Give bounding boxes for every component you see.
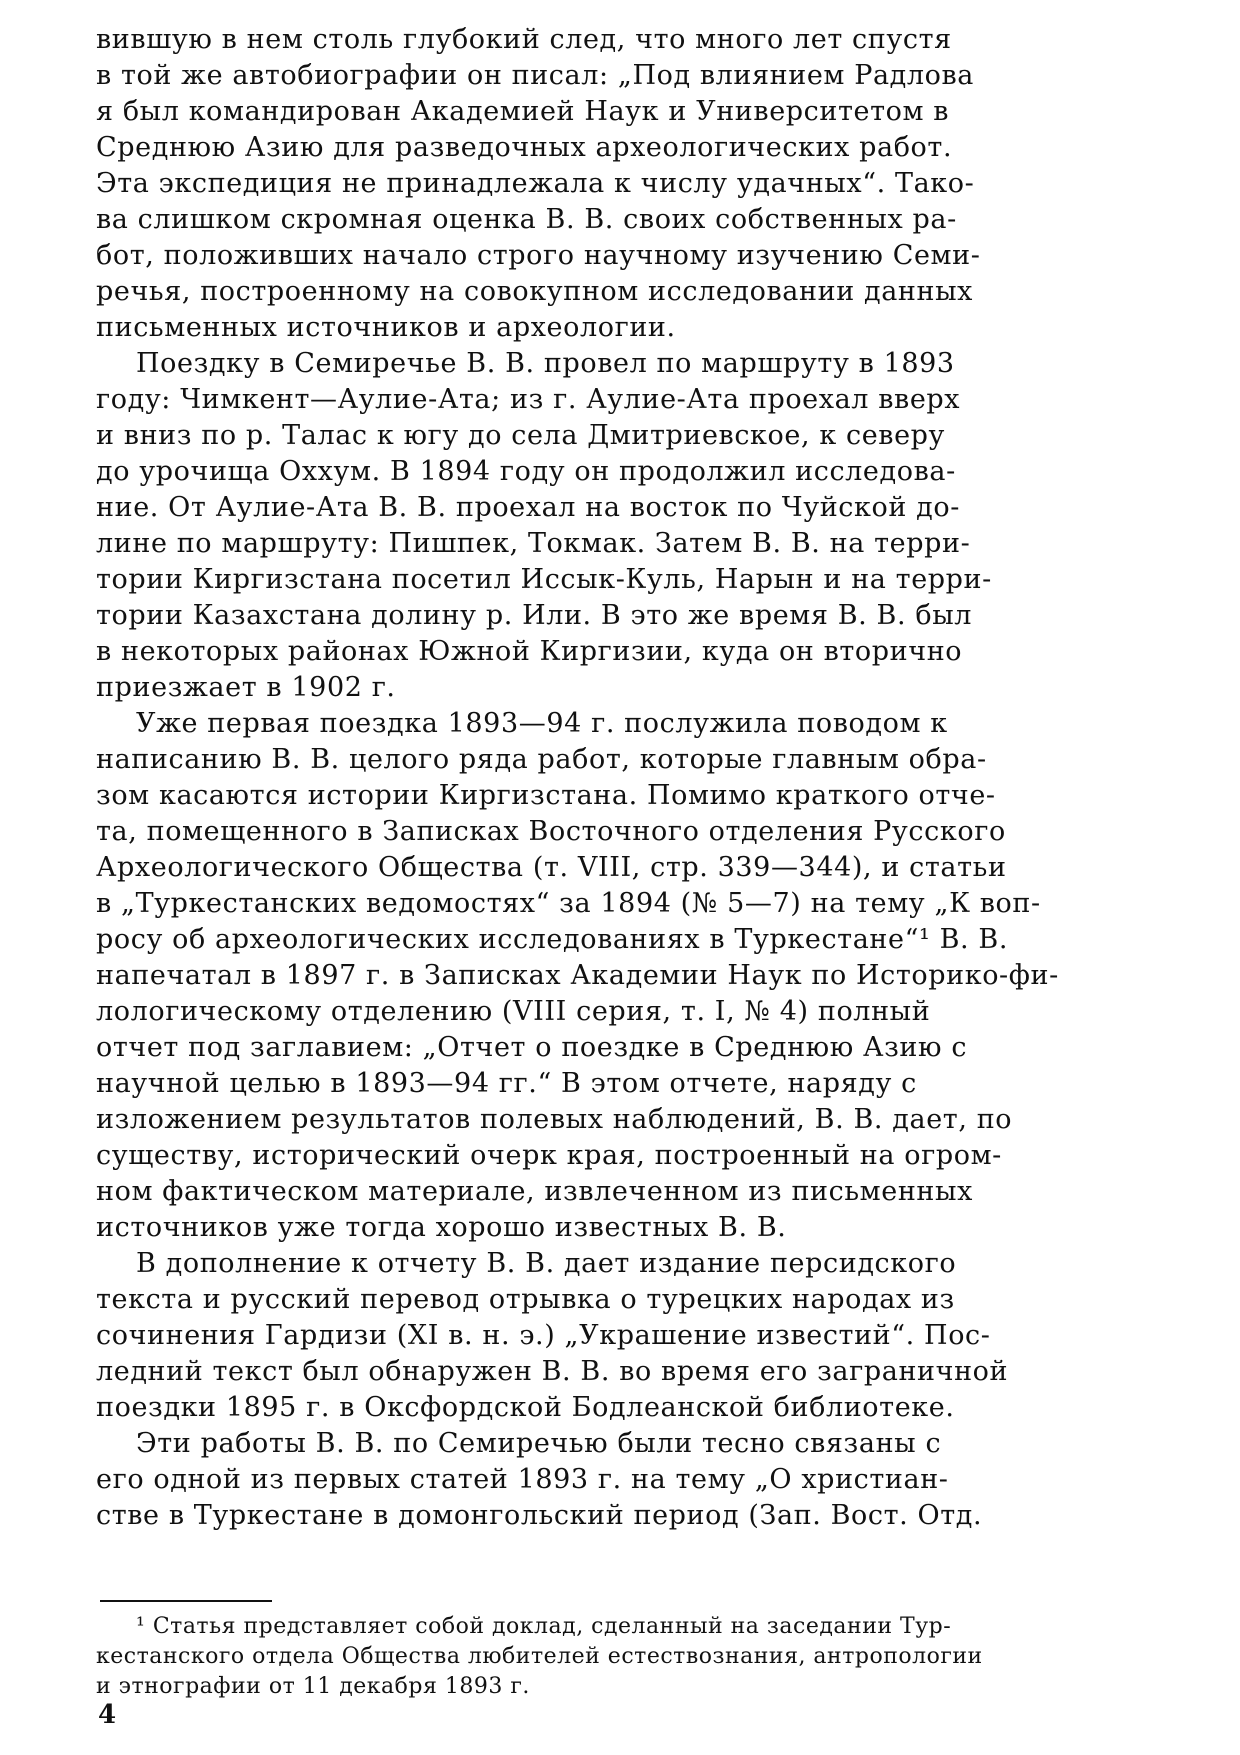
text-line: речья, построенному на совокупном исследовании данных: [96, 276, 973, 307]
text-line: Поездку в Семиречье В. В. провел по маршруту в 1893: [136, 348, 955, 379]
text-line: до урочища Оххум. В 1894 году он продолжил исследова-: [96, 456, 956, 487]
footnote-line: и этнографии от 11 декабря 1893 г.: [96, 1674, 530, 1699]
text-line: научной целью в 1893—94 гг.“ В этом отчете, наряду с: [96, 1068, 917, 1099]
text-line: Эти работы В. В. по Семиречью были тесно связаны с: [136, 1428, 942, 1459]
text-line: росу об археологических исследованиях в Туркестане“¹ В. В.: [96, 924, 1009, 955]
page-number: 4: [98, 1700, 117, 1730]
text-line: поездки 1895 г. в Оксфордской Бодлеанской библиотеке.: [96, 1392, 955, 1423]
text-line: бот, положивших начало строго научному изучению Семи-: [96, 240, 981, 271]
text-line: Эта экспедиция не принадлежала к числу удачных“. Тако-: [96, 168, 975, 199]
text-line: и вниз по р. Талас к югу до села Дмитриевское, к северу: [96, 420, 946, 451]
text-line: вившую в нем столь глубокий след, что много лет спустя: [96, 24, 952, 55]
text-line: году: Чимкент—Аулие-Ата; из г. Аулие-Ата проехал вверх: [96, 384, 961, 415]
text-line: лологическому отделению (VIII серия, т. I, № 4) полный: [96, 996, 931, 1027]
text-line: в „Туркестанских ведомостях“ за 1894 (№ 5—7) на тему „К воп-: [96, 888, 1041, 919]
text-line: ние. От Аулие-Ата В. В. проехал на восток по Чуйской до-: [96, 492, 960, 523]
footnote: [96, 1612, 1146, 1702]
text-line: Среднюю Азию для разведочных археологических работ.: [96, 132, 953, 163]
text-line: сочинения Гардизи (XI в. н. э.) „Украшение известий“. Пос-: [96, 1320, 991, 1351]
text-line: стве в Туркестане в домонгольский период (Зап. Вост. Отд.: [96, 1500, 983, 1531]
body-text: [96, 22, 1146, 1534]
text-line: отчет под заглавием: „Отчет о поездке в Среднюю Азию с: [96, 1032, 968, 1063]
text-line: существу, исторический очерк края, построенный на огром-: [96, 1140, 1002, 1171]
text-line: тории Киргизстана посетил Иссык-Куль, Нарын и на терри-: [96, 564, 992, 595]
text-line: Уже первая поездка 1893—94 г. послужила поводом к: [136, 708, 948, 739]
text-line: ледний текст был обнаружен В. В. во время его заграничной: [96, 1356, 1009, 1387]
text-line: его одной из первых статей 1893 г. на тему „О христиан-: [96, 1464, 949, 1495]
footnote-line: ¹ Статья представляет собой доклад, сделанный на заседании Тур-: [136, 1614, 952, 1639]
text-line: в некоторых районах Южной Киргизии, куда он вторично: [96, 636, 963, 667]
text-line: в той же автобиографии он писал: „Под влиянием Радлова: [96, 60, 974, 91]
text-line: Археологического Общества (т. VIII, стр. 339—344), и статьи: [96, 852, 1007, 883]
text-line: письменных источников и археологии.: [96, 312, 676, 343]
text-line: написанию В. В. целого ряда работ, которые главным обра-: [96, 744, 987, 775]
footnote-line: кестанского отдела Общества любителей естествознания, антропологии: [96, 1644, 983, 1669]
footnote-divider: [100, 1600, 272, 1602]
text-line: ва слишком скромная оценка В. В. своих собственных ра-: [96, 204, 957, 235]
text-line: зом касаются истории Киргизстана. Помимо краткого отче-: [96, 780, 996, 811]
text-line: текста и русский перевод отрывка о турецких народах из: [96, 1284, 955, 1315]
text-line: изложением результатов полевых наблюдений, В. В. дает, по: [96, 1104, 1013, 1135]
text-line: я был командирован Академией Наук и Университетом в: [96, 96, 950, 127]
text-line: тории Казахстана долину р. Или. В это же время В. В. был: [96, 600, 973, 631]
text-line: напечатал в 1897 г. в Записках Академии Наук по Историко-фи-: [96, 960, 1059, 991]
text-line: ном фактическом материале, извлеченном из письменных: [96, 1176, 973, 1207]
text-line: приезжает в 1902 г.: [96, 672, 396, 703]
text-line: В дополнение к отчету В. В. дает издание персидского: [136, 1248, 957, 1279]
text-line: та, помещенного в Записках Восточного отделения Русского: [96, 816, 1006, 847]
text-line: источников уже тогда хорошо известных В. В.: [96, 1212, 787, 1243]
text-line: лине по маршруту: Пишпек, Токмак. Затем В. В. на терри-: [96, 528, 971, 559]
